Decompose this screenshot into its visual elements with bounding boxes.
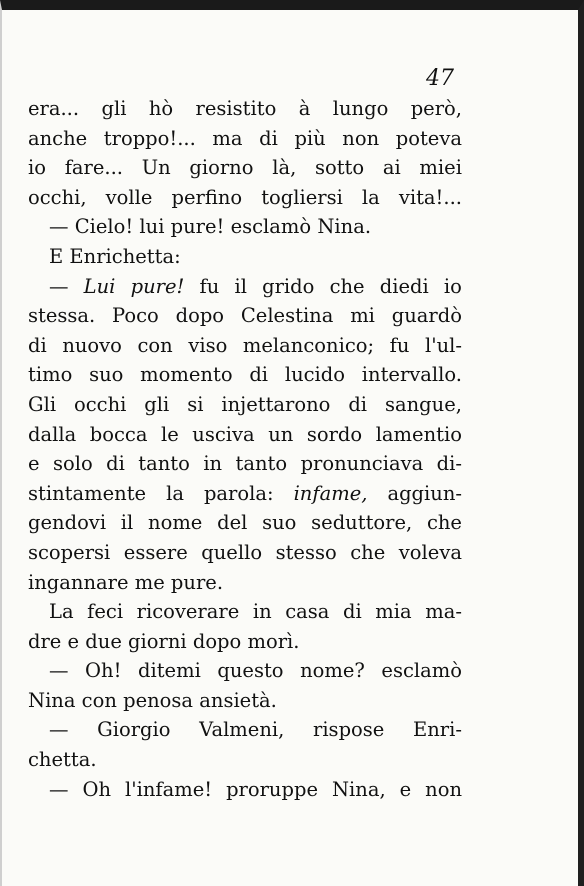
word: l'infame! [124,777,213,801]
word: gli [101,97,127,120]
word: e [399,777,412,801]
word: Valmeni, [199,718,285,742]
word: gli [144,392,170,416]
text-line [28,420,462,450]
word: troppo!... [103,126,196,150]
word: che [350,540,386,564]
word: viso [188,333,228,357]
word: bocca [89,422,148,446]
word: in [252,600,272,624]
word: la [166,481,184,505]
word: più [294,126,326,150]
word: poteva [395,126,462,150]
word: fu [199,274,220,298]
word: stesso [275,540,337,564]
word: Oh! [85,659,122,683]
word: del [217,511,248,535]
word: parola: [203,481,274,505]
word: io [28,156,46,180]
word: melanconico; [242,333,375,357]
word: fare... [64,156,123,180]
word: si [187,392,204,416]
word: di [106,452,125,476]
word: stintamente [28,481,147,505]
word: ricoverare [136,600,240,624]
text-line [28,360,462,390]
text-line [28,153,462,183]
word: suo [89,363,124,387]
text-line: — Cielo! lui pure! esclamò Nina. [49,215,372,239]
word: il [120,511,134,535]
word: tanto [138,452,190,476]
word: un [268,422,294,446]
word: con [137,333,173,357]
word: di [28,333,47,357]
word: diedi [379,274,429,298]
word: miei [419,156,462,180]
word: La [49,600,74,624]
word: — [49,718,69,742]
word: grido [262,274,315,298]
word: aggiun- [387,481,462,505]
word: pure! [130,274,185,298]
word: stessa. [28,304,96,328]
word: occhi [73,392,127,416]
word: che [329,274,365,298]
text-line [28,390,462,420]
text-line: chetta. [28,748,97,772]
word: Giorgio [97,718,171,742]
word: injettarono [221,392,331,416]
word: e [28,452,40,476]
word: gendovi [28,511,107,535]
word: Poco [112,304,159,328]
word: — [49,659,69,683]
text-line [28,597,462,627]
word: di [249,363,269,387]
word: l'ul- [424,333,462,357]
word: mi [350,304,375,328]
word: resistito [195,97,277,120]
word: volle [105,185,153,209]
word: seduttore, [311,511,413,535]
word: esclamò [381,659,462,683]
word: infame, [293,481,368,505]
text-line [28,449,462,479]
text-line [28,508,462,538]
page-number: 47 [426,66,454,91]
text-line [28,124,462,154]
word: sordo [306,422,363,446]
word: momento [140,363,233,387]
word: nome? [300,659,365,683]
word: dopo [175,304,225,328]
word: Un [141,156,171,180]
word: lamentio [375,422,462,446]
word: lucido [284,363,346,387]
word: quello [201,540,263,564]
word: di [348,392,368,416]
text-line: Nina con penosa ansietà. [28,688,277,712]
word: lungo [332,97,389,120]
word: vita!... [398,185,462,209]
word: — [49,777,69,801]
word: che [426,511,462,535]
word: in [203,452,223,476]
word: timo [28,363,73,387]
word: togliersi [261,185,343,209]
word: perfino [171,185,243,209]
word: rispose [313,718,385,742]
text-line [28,272,462,302]
text-line [28,479,462,509]
word: Lui [83,274,116,298]
text-line: ingannare me pure. [28,570,224,594]
word: Celestina [240,304,334,328]
text-line [28,775,462,805]
text-line [28,715,462,745]
word: era... [28,97,80,120]
word: usciva [192,422,255,446]
word: il [234,274,247,298]
word: nuovo [62,333,122,357]
word: le [160,422,179,446]
word: però, [410,97,462,120]
word: essere [123,540,188,564]
word: non [425,777,462,801]
word: anche [28,126,88,150]
word: fu [389,333,410,357]
word: di- [436,452,462,476]
word: la [361,185,380,209]
word: solo [52,452,93,476]
text-line [28,538,462,568]
word: — [49,274,69,298]
word: feci [87,600,124,624]
word: mia [375,600,412,624]
word: dalla [28,422,77,446]
word: voleva [398,540,462,564]
word: occhi, [28,185,87,209]
word: ma- [425,600,462,624]
word: Gli [28,392,57,416]
word: giorno [189,156,254,180]
word: là, [272,156,297,180]
text-line [28,301,462,331]
word: casa [285,600,330,624]
word: guardò [391,304,462,328]
word: di [259,126,278,150]
word: Nina, [331,777,386,801]
text-line: dre e due giorni dopo morì. [28,629,300,653]
word: non [342,126,380,150]
word: hò [148,97,174,120]
word: io [443,274,462,298]
text-line [28,94,462,124]
word: nome [148,511,203,535]
text-line: E Enrichetta: [49,244,181,268]
word: pronunciava [300,452,424,476]
word: à [298,97,311,120]
body-text [28,94,462,804]
word: ai [382,156,401,180]
word: intervallo. [361,363,462,387]
text-line [28,656,462,686]
word: suo [262,511,297,535]
word: sotto [314,156,365,180]
word: tanto [235,452,288,476]
word: sangue, [384,392,462,416]
word: questo [217,659,284,683]
word: proruppe [226,777,318,801]
word: di [342,600,362,624]
word: Enri- [413,718,462,742]
word: scopersi [28,540,111,564]
word: ditemi [137,659,201,683]
text-line [28,331,462,361]
word: ma [212,126,243,150]
text-line [28,183,462,213]
word: Oh [82,777,112,801]
